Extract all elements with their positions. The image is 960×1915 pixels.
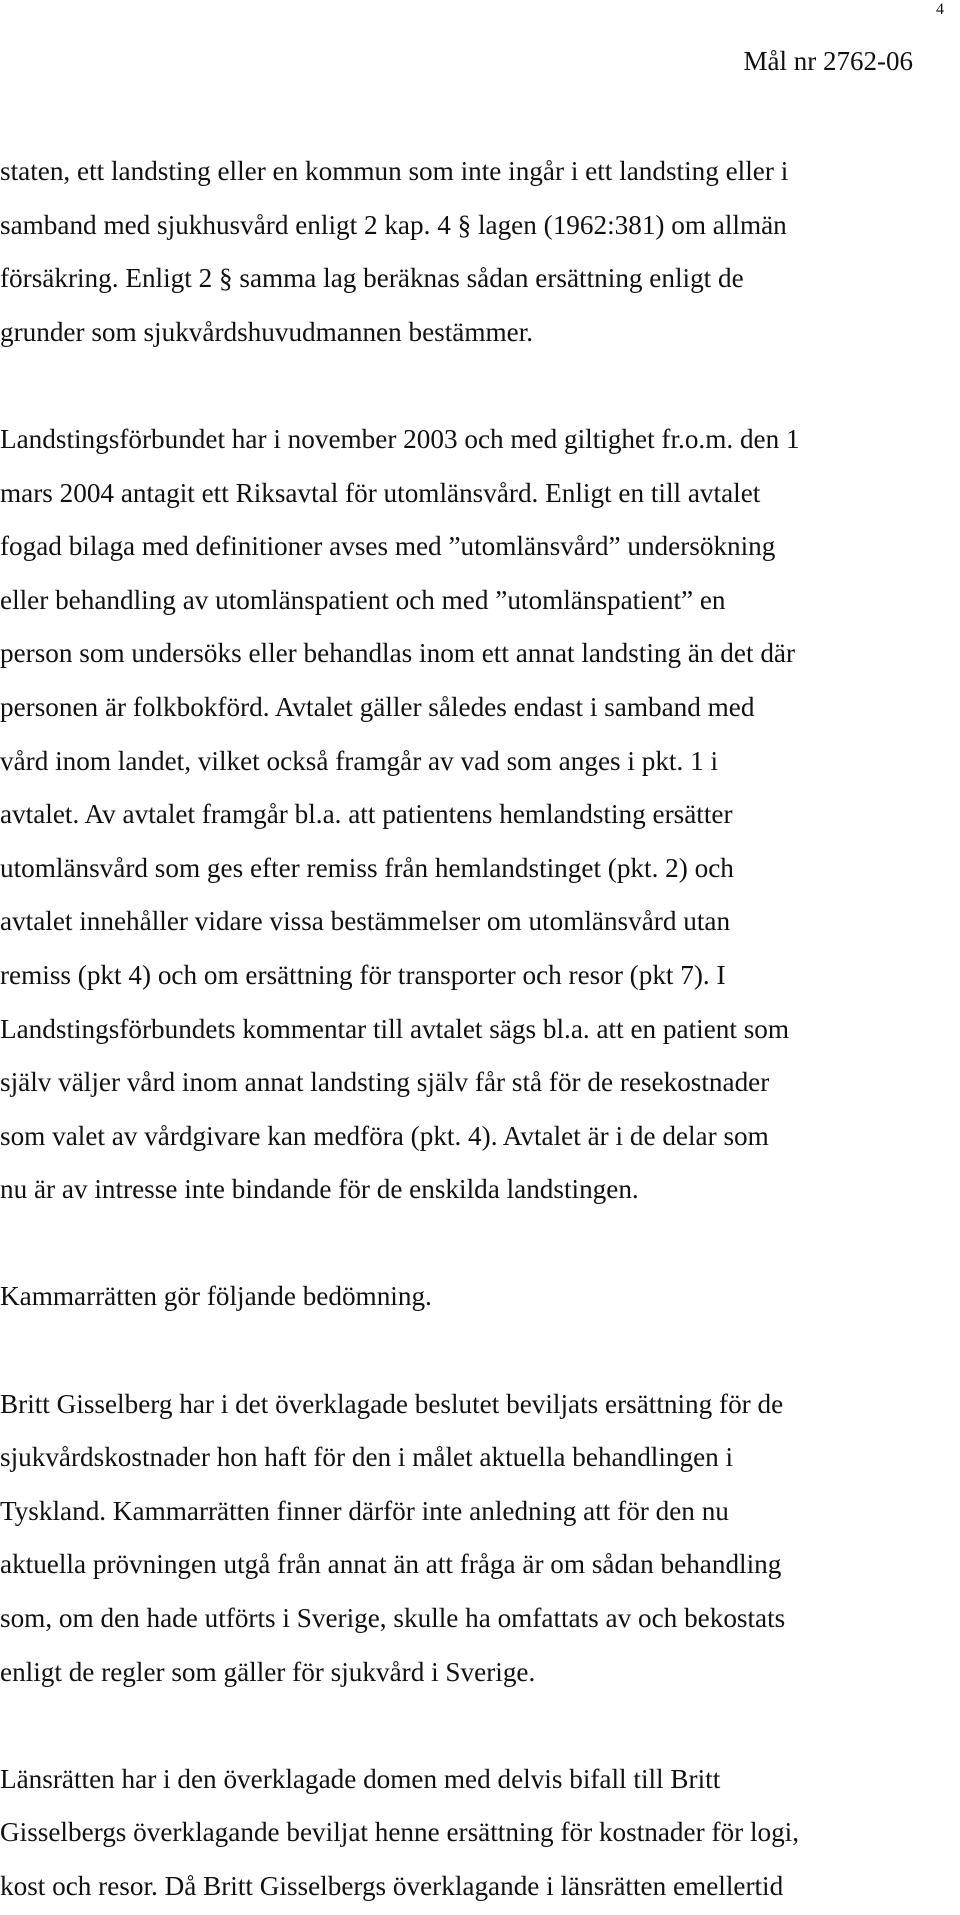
document-body (0, 145, 940, 1914)
text-line: staten, ett landsting eller en kommun som inte ingår i ett landsting eller i (0, 156, 789, 186)
text-line: utomlänsvård som ges efter remiss från hemlandstinget (pkt. 2) och (0, 852, 734, 883)
text-line: Kammarrätten gör följande bedömning. (0, 1281, 432, 1312)
text-line: kost och resor. Då Britt Gisselbergs överklagande i länsrätten emellertid (0, 1871, 784, 1901)
text-line: samband med sjukhusvård enligt 2 kap. 4 § lagen (1962:381) om allmän (0, 209, 787, 240)
text-line: som, om den hade utförts i Sverige, skulle ha omfattats av och bekostats (0, 1603, 786, 1634)
text-line: eller behandling av utomlänspatient och med ”utomlänspatient” en (0, 584, 726, 615)
text-line: aktuella prövningen utgå från annat än att fråga är om sådan behandling (0, 1549, 782, 1580)
paragraph-gap (0, 1324, 940, 1378)
case-number: Mål nr 2762-06 (743, 46, 913, 76)
paragraph-gap (0, 359, 940, 413)
text-line: Gisselbergs överklagande beviljat henne ersättning för kostnader för logi, (0, 1817, 800, 1848)
text-line: nu är av intresse inte bindande för de enskilda landstingen. (0, 1174, 639, 1205)
text-line: personen är folkbokförd. Avtalet gäller således endast i samband med (0, 691, 755, 722)
text-line: försäkring. Enligt 2 § samma lag beräknas sådan ersättning enligt de (0, 263, 744, 294)
text-line: person som undersöks eller behandlas inom ett annat landsting än det där (0, 638, 796, 669)
text-line: grunder som sjukvårdshuvudmannen bestämmer. (0, 316, 534, 347)
text-line: fogad bilaga med definitioner avses med ”utomlänsvård” undersökning (0, 531, 776, 562)
text-line: Britt Gisselberg har i det överklagade beslutet beviljats ersättning för de (0, 1388, 784, 1419)
text-line: vård inom landet, vilket också framgår av vad som anges i pkt. 1 i (0, 745, 719, 776)
text-line: som valet av vårdgivare kan medföra (pkt. 4). Avtalet är i de delar som (0, 1120, 769, 1151)
text-line: remiss (pkt 4) och om ersättning för transporter och resor (pkt 7). I (0, 959, 726, 990)
text-line: avtalet. Av avtalet framgår bl.a. att patientens hemlandsting ersätter (0, 799, 733, 830)
page-number: 4 (936, 1, 944, 18)
text-line: Tyskland. Kammarrätten finner därför inte anledning att för den nu (0, 1495, 729, 1526)
text-line: Landstingsförbundet har i november 2003 och med giltighet fr.o.m. den 1 (0, 423, 800, 454)
paragraph-gap (0, 1699, 940, 1753)
paragraph-gap (0, 1217, 940, 1271)
text-line: själv väljer vård inom annat landsting själv får stå för de resekostnader (0, 1067, 770, 1098)
text-line: mars 2004 antagit ett Riksavtal för utomlänsvård. Enligt en till avtalet (0, 477, 761, 508)
text-line: sjukvårdskostnader hon haft för den i målet aktuella behandlingen i (0, 1442, 734, 1473)
text-line: Landstingsförbundets kommentar till avtalet sägs bl.a. att en patient som (0, 1013, 790, 1044)
text-line: Länsrätten har i den överklagade domen med delvis bifall till Britt (0, 1763, 721, 1794)
text-line: enligt de regler som gäller för sjukvård i Sverige. (0, 1656, 536, 1687)
text-line: avtalet innehåller vidare vissa bestämmelser om utomlänsvård utan (0, 906, 731, 937)
